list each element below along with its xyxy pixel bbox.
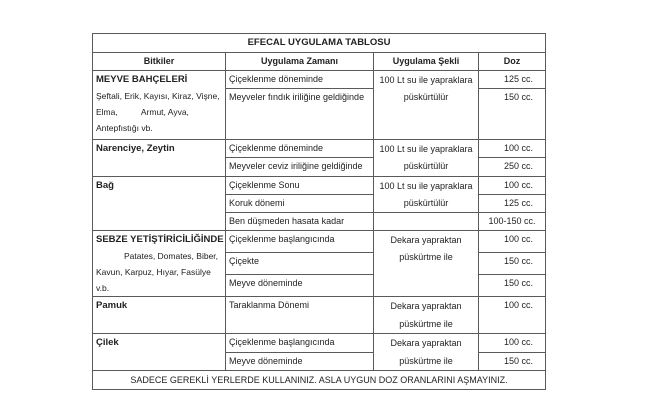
timing-cell: Taraklanma Dönemi [226, 297, 374, 334]
table-row [93, 71, 546, 89]
dose-cell: 250 cc. [479, 158, 546, 176]
table-row [93, 140, 546, 158]
method-line: 100 Lt su ile yapraklara [379, 180, 473, 191]
method-line: püskürtülür [403, 161, 449, 172]
table-row [93, 334, 546, 352]
crop-cell [93, 176, 226, 231]
timing-cell: Çiçeklenme döneminde [226, 140, 374, 158]
dose-cell: 100 cc. [479, 140, 546, 158]
header-method: Uygulama Şekli [374, 53, 479, 71]
timing-cell: Meyve döneminde [226, 275, 374, 297]
crop-cell [93, 140, 226, 176]
crop-cell [93, 231, 226, 297]
table-row [93, 176, 546, 194]
crop-list: Antepfıstığı vb. [96, 123, 153, 134]
header-timing: Uygulama Zamanı [226, 53, 374, 71]
method-cell [374, 140, 479, 176]
timing-cell: Çiçeklenme Sonu [226, 176, 374, 194]
crop-list: Elma, Armut, Ayva, [96, 107, 189, 118]
dose-cell: 150 cc. [479, 352, 546, 370]
timing-cell: Çiçeklenme döneminde [226, 71, 374, 89]
method-cell-empty [374, 213, 479, 231]
timing-cell: Meyveler fındık iriliğine geldiğinde [226, 89, 374, 140]
header-crops: Bitkiler [93, 53, 226, 71]
dose-cell: 100 cc. [479, 334, 546, 352]
crop-cell [93, 297, 226, 334]
timing-cell: Meyveler ceviz iriliğine geldiğinde [226, 158, 374, 176]
dose-cell: 150 cc. [479, 253, 546, 275]
crop-name: SEBZE YETİŞTİRİCİLİĞİNDE [96, 234, 224, 246]
method-line: 100 Lt su ile yapraklara [379, 144, 473, 155]
dose-cell: 125 cc. [479, 194, 546, 212]
crop-cell [93, 334, 226, 370]
crop-name: Narenciye, Zeytin [96, 143, 175, 155]
table-header-row [93, 53, 546, 71]
crop-name: Pamuk [96, 300, 128, 312]
crop-name: Bağ [96, 179, 114, 191]
method-line: püskürtme ile [399, 318, 453, 329]
method-line: Dekara yapraktan [390, 301, 462, 312]
method-line: püskürtülür [403, 92, 449, 103]
dose-cell: 100 cc. [479, 176, 546, 194]
timing-cell: Meyve döneminde [226, 352, 374, 370]
method-line: 100 Lt su ile yapraklara [379, 75, 473, 85]
crop-list: Kavun, Karpuz, Hıyar, Fasülye v.b. [96, 267, 211, 294]
timing-cell: Çiçeklenme başlangıcında [226, 231, 374, 253]
dose-cell: 100 cc. [479, 297, 546, 334]
timing-cell: Koruk dönemi [226, 194, 374, 212]
table-row [93, 231, 546, 253]
method-cell [374, 71, 479, 140]
dose-cell: 150 cc. [479, 275, 546, 297]
safety-warning: SADECE GEREKLİ YERLERDE KULLANINIZ. ASLA UYGUN DOZ ORANLARINI AŞMAYINIZ. [93, 370, 546, 389]
crop-cell [93, 71, 226, 140]
crop-list: Patates, Domates, Biber, [124, 251, 219, 262]
timing-cell: Çiçekte [226, 253, 374, 275]
dose-cell: 150 cc. [479, 89, 546, 140]
method-line: püskürtme ile [399, 355, 453, 366]
crop-list: Şeftali, Erik, Kayısı, Kiraz, Vişne, [96, 91, 220, 102]
method-cell [374, 297, 479, 334]
timing-cell: Ben düşmeden hasata kadar [226, 213, 374, 231]
application-table [92, 33, 546, 390]
method-line: Dekara yapraktan [390, 338, 462, 349]
method-cell [374, 334, 479, 370]
method-cell [374, 176, 479, 212]
dose-cell: 100 cc. [479, 231, 546, 253]
crop-name: MEYVE BAHÇELERİ [96, 74, 188, 85]
table-title: EFECAL UYGULAMA TABLOSU [93, 34, 546, 53]
dose-cell: 125 cc. [479, 71, 546, 89]
table-footer-row [93, 370, 546, 389]
header-dose: Doz [479, 53, 546, 71]
application-table-sheet [92, 33, 545, 390]
method-line: püskürtme ile [399, 252, 453, 263]
dose-cell: 100-150 cc. [479, 213, 546, 231]
method-cell [374, 231, 479, 297]
crop-name: Çilek [96, 337, 119, 349]
table-row [93, 297, 546, 334]
method-line: Dekara yapraktan [390, 235, 462, 246]
table-title-row [93, 34, 546, 53]
timing-cell: Çiçeklenme başlangıcında [226, 334, 374, 352]
method-line: püskürtülür [403, 197, 449, 208]
